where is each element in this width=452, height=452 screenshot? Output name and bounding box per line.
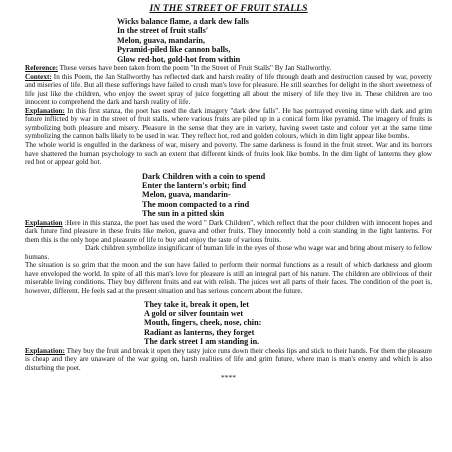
stanza-line: Melon, guava, mandarin, [117, 35, 206, 45]
dark-children-paragraph: Dark children symbolize insignificant of human life in the eyes of those who wage war and bring about misery to fellow humans. [25, 244, 432, 261]
stanza-two [25, 172, 432, 219]
stanza-one [25, 17, 432, 64]
context-label: Context: [25, 72, 52, 81]
context-paragraph [25, 73, 432, 107]
explanation-one-label: Explanation: [25, 106, 65, 115]
stanza-three [25, 300, 432, 347]
stanza-line: Wicks balance flame, a dark dew falls [117, 17, 249, 26]
stanza-line: Pyramid-piled like cannon balls, [117, 45, 231, 55]
explanation-one-text: In this first stanza, the poet has used the dark imagery "dark dew falls". He has portrayed evening time with dark and grim future inflicted by war in the street of fruit stalls, where various fruits are piled up in a conical form like pyramid. The imagery of fruits is symbolizing both pleasure and misery. Pleasure in the sense that they are in variety, having sweet taste and colour yet at the same time symbolizing the cannon balls likely to be used in war. They reflect hot, red and golden colours, which in dim light appear like bombs. [25, 106, 432, 141]
reference-label: Reference: [25, 64, 58, 73]
explanation-three-label: Explanation: [25, 346, 65, 355]
stanza-line: The moon compacted to a rind [142, 199, 250, 209]
context-text: In this Poem, the Jan Stallworthy has reflected dark and harsh reality of life through death and destruction caused by war, poverty and miseries of life. But all these sufferings have failed to crush man's love for pleasure. He still searches for delight in the short sweetness of life just like the children, who enjoy the sweet spray of juice forgetting all about the misery of life they live in. These children are too innocent to comprehend the dark and harsh reality of life. [25, 72, 432, 107]
stanza-line: Radiant as lanterns, they forget [144, 327, 255, 337]
explanation-three-text: They buy the fruit and break it open they tasty juice runs down their cheeks lips and stick to their hands. For them the pleasure is cheap and they are unaware of the war going on, harsh realities of life and grim future, where man is man's enemy and which is also disturbing the poet. [25, 346, 432, 372]
stanza-line: Enter the lantern's orbit; find [142, 181, 247, 190]
explanation-one-paragraph [25, 107, 432, 141]
end-mark: **** [221, 373, 236, 383]
poem-title: IN THE STREET OF FRUIT STALLS [149, 3, 308, 14]
stanza-line: The dark street I am standing in. [144, 337, 260, 347]
stanza-line: Mouth, fingers, cheek, nose, chin: [144, 318, 262, 328]
explanation-two-text: :Here in this stanza, the poet has used the word " Dark Children", which reflect that the poor children with innocent hopes and dark future find pleasure in these fruits like melon, guava and other fruits. They innocently hold a coin standing in the light lanterns. For them this is the only hope and pleasure of life to buy and enjoy the taste of various fruits. [25, 218, 432, 244]
stanza-line: In the street of fruit stalls' [117, 26, 209, 36]
explanation-three-paragraph [25, 347, 432, 373]
reference-paragraph [25, 64, 432, 73]
stanza-line: A gold or silver fountain wet [144, 308, 244, 318]
stanza-line: Glow red-hot, gold-hot from within [117, 54, 241, 64]
explanation-two-label: Explanation [25, 218, 63, 227]
situation-paragraph: The situation is so grim that the moon and the sun have failed to perform their normal functions as a result of which darkness and gloom have enveloped the world. In spite of all this man's love for pleasure is still an integral part of his nature. The children are oblivious of their miserable living conditions. They buy different fruits and eat with relish. The juices wet all parts of their faces. The condition of the poet is, however, different. He feels sad at the present situation and has serious concern about the future. [25, 261, 432, 295]
reference-text: These verses have been taken from the poem "In the Street of Fruit Stalls" By Jan Stallworthy. [58, 64, 332, 73]
stanza-line: Melon, guava, mandarin- [142, 190, 231, 200]
whole-world-paragraph: The whole world is engulfed in the darkness of war, misery and poverty. The same darkness is found in the fruit street. War and its horrors have shattered the human psychology to such an extent that different kinds of fruits look like bombs. In the dim light of lanterns they glow red hot or appear gold hot. [25, 140, 432, 167]
stanza-line: The sun in a pitted skin [142, 209, 225, 219]
stanza-line: Dark Children with a coin to spend [142, 171, 266, 181]
stanza-line: They take it, break it open, let [144, 299, 249, 309]
explanation-two-paragraph [25, 219, 432, 245]
